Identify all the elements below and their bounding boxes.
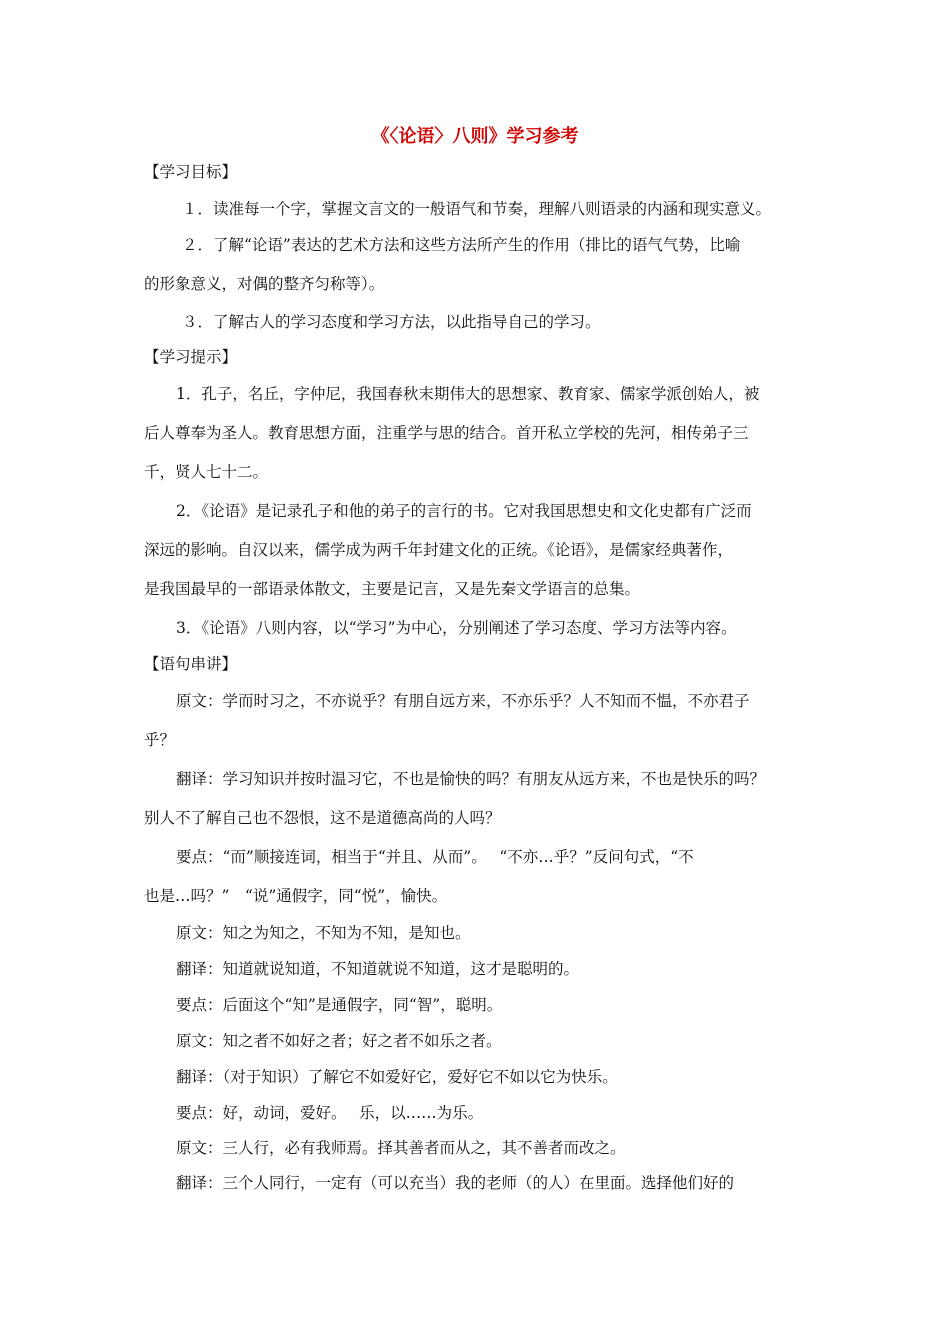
paragraph-line: 翻译：（对于知识）了解它不如爱好它，爱好它不如以它为快乐。 <box>176 1068 618 1086</box>
paragraph-line: 的形象意义，对偶的整齐匀称等）。 <box>144 275 385 293</box>
paragraph-line: 2．《论语》是记录孔子和他的弟子的言行的书。它对我国思想史和文化史都有广泛而 <box>176 502 752 520</box>
paragraph-line: 翻译：三个人同行，一定有（可以充当）我的老师（的人）在里面。选择他们好的 <box>176 1174 735 1192</box>
paragraph-line: 要点：后面这个“知”是通假字，同“智”，聪明。 <box>176 996 503 1014</box>
paragraph-line: 翻译：学习知识并按时温习它，不也是愉快的吗？有朋友从远方来，不也是快乐的吗？ <box>176 770 766 788</box>
paragraph-line: 1．孔子，名丘，字仲尼，我国春秋末期伟大的思想家、教育家、儒家学派创始人，被 <box>176 385 760 403</box>
paragraph-line: 要点：好，动词，爱好。 乐，以……为乐。 <box>176 1104 484 1122</box>
paragraph-line: 原文：知之为知之，不知为不知，是知也。 <box>176 924 471 942</box>
section-heading-tips: 【学习提示】 <box>144 348 238 366</box>
paragraph-line: 3．《论语》八则内容，以“学习”为中心，分别阐述了学习态度、学习方法等内容。 <box>176 619 737 637</box>
paragraph-line: 后人尊奉为圣人。教育思想方面，注重学与思的结合。首开私立学校的先河，相传弟子三 <box>144 424 749 442</box>
paragraph-line: 乎？ <box>144 731 176 749</box>
paragraph-line: 也是…吗？” “说”通假字，同“悦”，愉快。 <box>144 887 448 905</box>
paragraph-line: 翻译：知道就说知道，不知道就说不知道，这才是聪明的。 <box>176 960 580 978</box>
section-heading-objectives: 【学习目标】 <box>144 163 238 181</box>
paragraph-line: 原文：三人行，必有我师焉。择其善者而从之，其不善者而改之。 <box>176 1139 626 1157</box>
paragraph-line: ２．了解“论语”表达的艺术方法和这些方法所产生的作用（排比的语气气势，比喻 <box>182 236 741 254</box>
paragraph-line: 要点：“而”顺接连词，相当于“并且、从而”。 “不亦…乎？”反问句式，“不 <box>176 848 694 866</box>
document-title: 《〈论语〉八则》学习参考 <box>371 126 579 147</box>
paragraph-line: 深远的影响。自汉以来，儒学成为两千年封建文化的正统。《论语》，是儒家经典著作， <box>144 541 734 559</box>
paragraph-line: ３．了解古人的学习态度和学习方法，以此指导自己的学习。 <box>182 313 601 331</box>
paragraph-line: 千，贤人七十二。 <box>144 463 269 481</box>
paragraph-line: 原文：学而时习之，不亦说乎？有朋自远方来，不亦乐乎？人不知而不愠，不亦君子 <box>176 692 750 710</box>
paragraph-line: 别人不了解自己也不怨恨，这不是道德高尚的人吗？ <box>144 809 501 827</box>
paragraph-line: 原文：知之者不如好之者；好之者不如乐之者。 <box>176 1032 502 1050</box>
paragraph-line: １．读准每一个字，掌握文言文的一般语气和节奏，理解八则语录的内涵和现实意义。 <box>182 200 772 218</box>
paragraph-line: 是我国最早的一部语录体散文，主要是记言，又是先秦文学语言的总集。 <box>144 580 641 598</box>
section-heading-explanation: 【语句串讲】 <box>144 655 238 673</box>
